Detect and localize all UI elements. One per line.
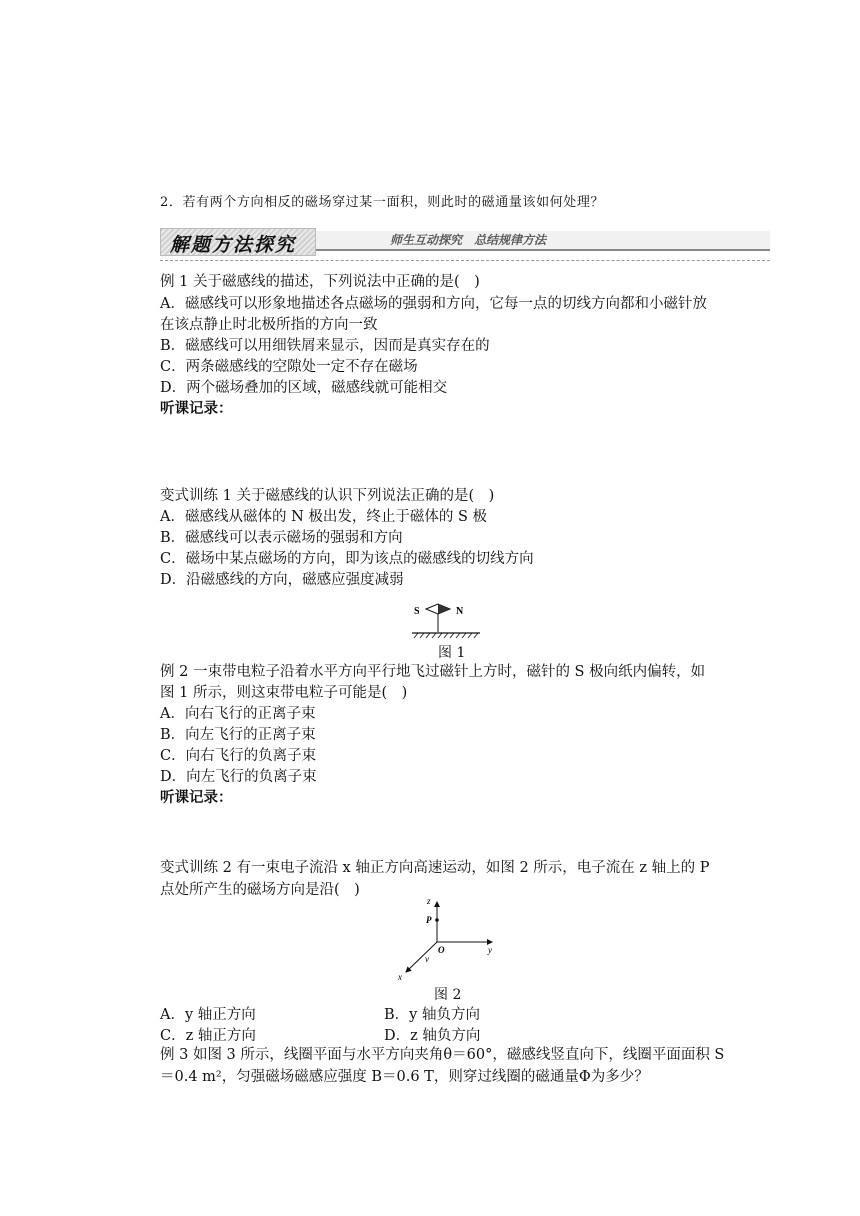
variant-2-option-d: D．z 轴负方向 <box>384 1028 481 1044</box>
example-3-stem: 例 3 如图 3 所示，线圈平面与水平方向夹角θ＝60°，磁感线竖直向下，线圈平面面积 S <box>160 1047 725 1063</box>
figure-1-s-label: S <box>414 606 420 617</box>
example-1-option-c: C．两条磁感线的空隙处一定不存在磁场 <box>160 359 418 375</box>
figure-2-z-label: z <box>427 896 431 906</box>
figure-2-o-label: O <box>438 945 445 955</box>
example-1-option-d: D．两个磁场叠加的区域，磁感线就可能相交 <box>160 380 448 396</box>
figure-2-v-label: v <box>425 954 429 964</box>
banner-subtitle: 师生互动探究 总结规律方法 <box>390 233 547 247</box>
variant-2-option-b: B．y 轴负方向 <box>384 1007 480 1023</box>
example-1-notes-label: 听课记录： <box>160 400 233 417</box>
banner-divider <box>160 260 770 261</box>
variant-2-option-c: C．z 轴正方向 <box>160 1028 256 1044</box>
variant-2-option-a: A．y 轴正方向 <box>160 1007 256 1023</box>
variant-2-stem-cont: 点处所产生的磁场方向是沿( ) <box>160 882 360 898</box>
example-2-option-a: A．向右飞行的正离子束 <box>160 706 316 722</box>
example-1-option-a: A．磁感线可以形象地描述各点磁场的强弱和方向，它每一点的切线方向都和小磁针放 <box>160 296 707 312</box>
section-banner <box>160 228 770 256</box>
figure-1-caption: 图 1 <box>438 645 466 661</box>
example-1-stem: 例 1 关于磁感线的描述，下列说法中正确的是( ) <box>160 274 480 290</box>
example-2-stem-cont: 图 1 所示，则这束带电粒子可能是( ) <box>160 685 408 701</box>
variant-1-option-c: C．磁场中某点磁场的方向，即为该点的磁感线的切线方向 <box>160 551 534 567</box>
example-1-option-b: B．磁感线可以用细铁屑来显示，因而是真实存在的 <box>160 338 490 354</box>
example-2-option-d: D．向左飞行的负离子束 <box>160 769 317 785</box>
variant-1-option-a: A．磁感线从磁体的 N 极出发，终止于磁体的 S 极 <box>160 509 488 525</box>
figure-2-p-label: P <box>426 915 432 925</box>
figure-2 <box>392 892 504 984</box>
figure-1 <box>408 600 488 642</box>
variant-1-option-d: D．沿磁感线的方向，磁感应强度减弱 <box>160 572 404 588</box>
example-2-stem: 例 2 一束带电粒子沿着水平方向平行地飞过磁针上方时，磁针的 S 极向纸内偏转，如 <box>160 664 706 680</box>
question-2: 2．若有两个方向相反的磁场穿过某一面积，则此时的磁通量该如何处理？ <box>160 195 605 210</box>
example-2-notes-label: 听课记录： <box>160 789 233 806</box>
figure-2-x-label: x <box>398 972 402 982</box>
figure-2-y-label: y <box>488 945 492 955</box>
figure-1-n-label: N <box>456 606 464 617</box>
variant-1-option-b: B．磁感线可以表示磁场的强弱和方向 <box>160 530 403 546</box>
example-2-option-c: C．向右飞行的负离子束 <box>160 748 317 764</box>
example-3-stem-cont: ＝0.4 m²，匀强磁场磁感应强度 B＝0.6 T，则穿过线圈的磁通量Φ为多少？ <box>160 1069 649 1085</box>
example-1-option-a-cont: 在该点静止时北极所指的方向一致 <box>160 317 378 333</box>
banner-title: 解题方法探究 <box>170 234 297 256</box>
variant-1-stem: 变式训练 1 关于磁感线的认识下列说法正确的是( ) <box>160 488 495 504</box>
example-2-option-b: B．向左飞行的正离子束 <box>160 727 316 743</box>
figure-2-caption: 图 2 <box>434 987 462 1003</box>
variant-2-stem: 变式训练 2 有一束电子流沿 x 轴正方向高速运动，如图 2 所示，电子流在 z 轴上的 P <box>160 860 710 876</box>
